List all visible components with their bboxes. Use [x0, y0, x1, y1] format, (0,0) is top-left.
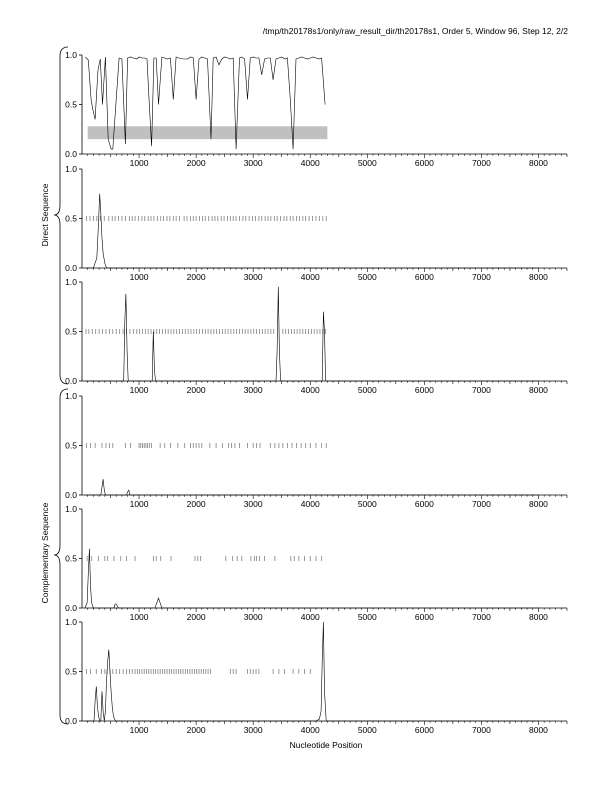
- panel-direct-frame-2: [65, 277, 567, 395]
- x-tick-label: 8000: [529, 385, 548, 395]
- x-tick-label: 5000: [357, 499, 377, 509]
- x-tick-label: 8000: [529, 499, 548, 509]
- y-tick-label: 0.5: [65, 440, 77, 451]
- x-tick-label: 5000: [357, 158, 377, 168]
- x-tick-label: 8000: [529, 272, 548, 282]
- x-tick-label: 7000: [471, 385, 491, 395]
- x-tick-label: 7000: [471, 499, 491, 509]
- x-tick-label: 2000: [186, 725, 206, 735]
- y-tick-label: 1.0: [65, 277, 77, 287]
- y-tick-label: 0.5: [65, 213, 77, 224]
- x-tick-label: 4000: [300, 158, 320, 168]
- x-tick-label: 5000: [357, 272, 377, 282]
- panel-complementary-frame-1: [65, 391, 567, 509]
- x-tick-label: 6000: [414, 499, 434, 509]
- x-tick-label: 6000: [414, 385, 434, 395]
- x-tick-label: 8000: [529, 158, 548, 168]
- x-tick-label: 4000: [300, 385, 320, 395]
- x-tick-label: 2000: [186, 272, 206, 282]
- x-tick-label: 4000: [300, 612, 320, 622]
- y-tick-label: 0.5: [65, 553, 77, 564]
- x-tick-label: 4000: [300, 725, 320, 735]
- x-tick-label: 6000: [414, 158, 434, 168]
- y-tick-label: 1.0: [65, 617, 77, 627]
- x-tick-label: 3000: [243, 725, 263, 735]
- panel-top-coding-probability: [65, 50, 567, 168]
- x-tick-label: 7000: [471, 612, 491, 622]
- x-tick-label: 4000: [300, 272, 320, 282]
- x-tick-label: 1000: [129, 272, 149, 282]
- probability-band: [88, 126, 328, 139]
- x-tick-label: 6000: [414, 725, 434, 735]
- x-tick-label: 2000: [186, 158, 206, 168]
- group-label-direct: Direct Sequence: [40, 183, 50, 247]
- panel-complementary-frame-2: [65, 504, 567, 622]
- x-tick-label: 1000: [129, 385, 149, 395]
- y-tick-label: 1.0: [65, 164, 77, 174]
- y-tick-label: 0.5: [65, 326, 77, 337]
- x-tick-label: 2000: [186, 612, 206, 622]
- x-tick-label: 7000: [471, 158, 491, 168]
- y-tick-label: 1.0: [65, 504, 77, 514]
- x-tick-label: 6000: [414, 272, 434, 282]
- y-tick-label: 0.0: [65, 490, 77, 500]
- group-label-complementary: Complementary Sequence: [40, 502, 50, 604]
- y-tick-label: 0.5: [65, 666, 77, 677]
- y-tick-label: 0.0: [65, 149, 77, 159]
- x-tick-label: 7000: [471, 272, 491, 282]
- panel-complementary-frame-3: [65, 617, 567, 735]
- x-tick-label: 5000: [357, 385, 377, 395]
- series-line: [85, 194, 539, 268]
- x-tick-label: 1000: [129, 612, 149, 622]
- y-tick-label: 0.5: [65, 99, 77, 110]
- y-tick-label: 1.0: [65, 50, 77, 60]
- series-line: [85, 479, 539, 495]
- y-tick-label: 0.0: [65, 716, 77, 726]
- x-tick-label: 3000: [243, 272, 263, 282]
- x-tick-label: 5000: [357, 612, 377, 622]
- x-tick-label: 2000: [186, 385, 206, 395]
- y-tick-label: 0.0: [65, 603, 77, 613]
- x-tick-label: 7000: [471, 725, 491, 735]
- x-tick-label: 8000: [529, 725, 548, 735]
- x-tick-label: 3000: [243, 158, 263, 168]
- x-tick-label: 4000: [300, 499, 320, 509]
- page-title: /tmp/th20178s1/only/raw_result_dir/th20178s1, Order 5, Window 96, Step 12, 2/2: [262, 26, 568, 36]
- x-tick-label: 8000: [529, 612, 548, 622]
- x-tick-label: 3000: [243, 612, 263, 622]
- x-tick-label: 2000: [186, 499, 206, 509]
- x-tick-label: 1000: [129, 725, 149, 735]
- panel-direct-frame-1: [65, 164, 567, 282]
- x-axis-label: Nucleotide Position: [289, 740, 363, 750]
- y-tick-label: 0.0: [65, 376, 77, 386]
- x-tick-label: 1000: [129, 499, 149, 509]
- x-tick-label: 5000: [357, 725, 377, 735]
- x-tick-label: 1000: [129, 158, 149, 168]
- x-tick-label: 6000: [414, 612, 434, 622]
- y-tick-label: 1.0: [65, 391, 77, 401]
- x-tick-label: 3000: [243, 385, 263, 395]
- x-tick-label: 3000: [243, 499, 263, 509]
- y-tick-label: 0.0: [65, 263, 77, 273]
